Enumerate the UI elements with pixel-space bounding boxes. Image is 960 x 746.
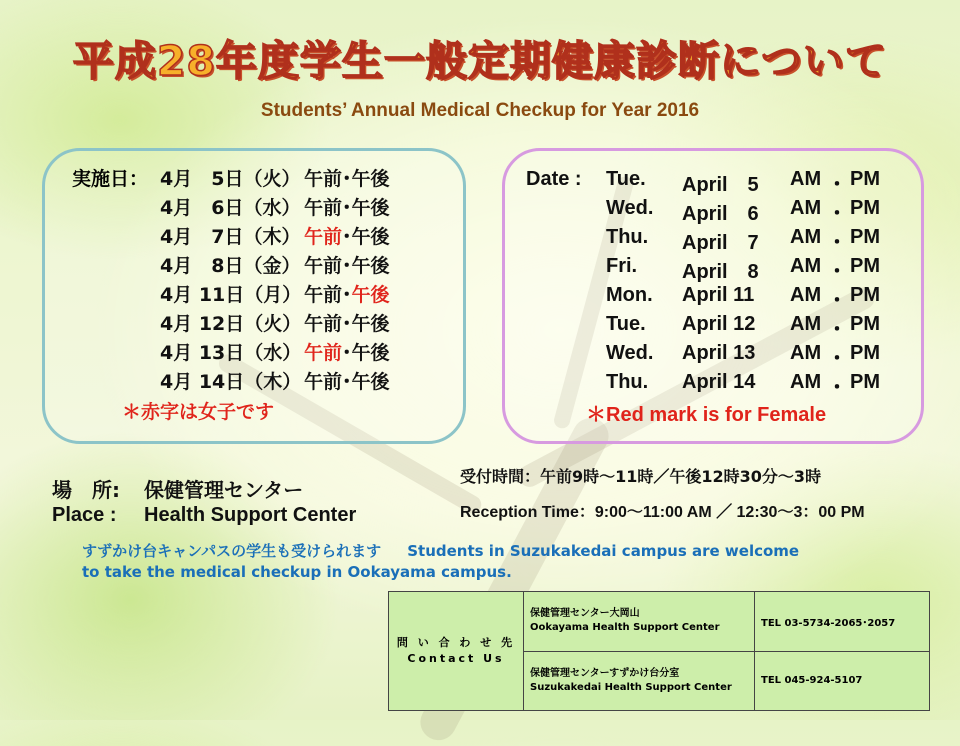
contact-tel-ookayama: TEL 03-5734-2065･2057 xyxy=(755,592,930,652)
en-row-date: April 8 xyxy=(682,261,759,283)
jp-schedule-label: 実施日： xyxy=(72,168,149,190)
en-row-day: Mon. xyxy=(606,284,653,306)
jp-row-sessions xyxy=(304,164,390,191)
en-row-separator: ・ xyxy=(827,290,847,312)
center-name-jp: 保健管理センター大岡山 xyxy=(530,608,640,620)
jp-row-date: 4月 13日（水） xyxy=(160,342,302,364)
en-row-separator: ・ xyxy=(827,261,847,283)
contact-table xyxy=(388,591,930,711)
place-jp xyxy=(52,474,303,503)
contact-center-ookayama xyxy=(524,592,755,652)
page-subtitle: Students’ Annual Medical Checkup for Year 2016 xyxy=(260,100,700,121)
place-en-label: Place : xyxy=(52,504,117,526)
en-row-date: April 7 xyxy=(682,232,759,254)
en-row-pm: PM xyxy=(850,226,880,248)
suzukakedai-note-line2: to take the medical checkup in Ookayama campus. xyxy=(82,563,512,581)
center-name-en: Suzukakedai Health Support Center xyxy=(530,681,732,693)
en-row-pm: PM xyxy=(850,371,880,393)
place-jp-label: 場 所: xyxy=(52,478,120,502)
contact-header-en: Contact Us xyxy=(407,652,505,665)
jp-row-pm: 午後 xyxy=(351,371,390,393)
en-row-am: AM xyxy=(790,342,822,364)
jp-row-date: 4月 6日（水） xyxy=(160,197,301,219)
en-row-day: Thu. xyxy=(606,371,649,393)
jp-row-am: 午前 xyxy=(304,371,343,393)
en-row-date: April 11 xyxy=(682,284,755,306)
jp-row-date: 4月 5日（火） xyxy=(160,168,301,190)
jp-row-separator: ･ xyxy=(342,255,352,277)
jp-row-separator: ･ xyxy=(342,197,352,219)
en-female-note: ＊Red mark is for Female xyxy=(586,404,827,426)
page-title: 平成28年度学生一般定期健康診断について xyxy=(72,37,888,85)
en-row-date: April 12 xyxy=(682,313,756,335)
en-row-date: April 6 xyxy=(682,203,759,225)
en-row-separator: ・ xyxy=(827,232,847,254)
en-row-separator: ・ xyxy=(827,377,847,399)
jp-female-note: ＊赤字は女子です xyxy=(122,401,275,423)
center-name-en: Ookayama Health Support Center xyxy=(530,622,720,634)
en-row-am: AM xyxy=(790,168,822,190)
jp-row-sessions xyxy=(304,280,390,307)
jp-row-pm: 午後 xyxy=(351,168,390,190)
jp-row-sessions xyxy=(304,338,390,365)
reception-time-en: Reception Time：9:00～11:00 AM ／ 12:30～3：00 PM xyxy=(460,504,865,521)
jp-row-pm: 午後 xyxy=(351,342,390,364)
jp-row-separator: ･ xyxy=(342,313,352,335)
jp-row-am: 午前 xyxy=(304,197,343,219)
jp-row-separator: ･ xyxy=(342,284,352,306)
jp-row-date: 4月 12日（火） xyxy=(160,313,302,335)
place-jp-value: 保健管理センター xyxy=(144,478,304,502)
jp-row-separator: ･ xyxy=(342,342,352,364)
en-row-day: Tue. xyxy=(606,168,646,190)
en-row-date: April 5 xyxy=(682,174,759,196)
en-schedule-label: Date : xyxy=(526,168,582,190)
jp-row-date: 4月 8日（金） xyxy=(160,255,301,277)
suzukakedai-note xyxy=(82,541,799,583)
en-row-day: Wed. xyxy=(606,342,654,364)
jp-row-am: 午前 xyxy=(304,168,343,190)
en-row-day: Fri. xyxy=(606,255,638,277)
jp-row-sessions xyxy=(304,251,390,278)
jp-row-sessions xyxy=(304,367,390,394)
jp-row-separator: ･ xyxy=(342,226,352,248)
en-row-pm: PM xyxy=(850,197,880,219)
center-name-jp: 保健管理センターすずかけ台分室 xyxy=(530,667,680,679)
suzukakedai-note-jp: すずかけ台キャンパスの学生も受けられます xyxy=(82,542,382,560)
en-row-pm: PM xyxy=(850,313,880,335)
jp-row-sessions xyxy=(304,309,390,336)
en-row-pm: PM xyxy=(850,342,880,364)
jp-row-pm: 午後 xyxy=(351,313,390,335)
jp-row-sessions xyxy=(304,222,390,249)
jp-row-am: 午前 xyxy=(304,284,343,306)
en-row-am: AM xyxy=(790,313,822,335)
contact-header xyxy=(389,592,524,711)
jp-row-pm: 午後 xyxy=(351,197,390,219)
contact-center-suzukakedai xyxy=(524,651,755,711)
jp-row-date: 4月 7日（木） xyxy=(160,226,301,248)
en-row-separator: ・ xyxy=(827,174,847,196)
jp-row-pm: 午後 xyxy=(351,255,390,277)
en-row-day: Tue. xyxy=(606,313,646,335)
jp-row-am: 午前 xyxy=(304,255,343,277)
place-en-value: Health Support Center xyxy=(144,504,357,526)
jp-row-separator: ･ xyxy=(342,168,352,190)
contact-tel-suzukakedai: TEL 045-924-5107 xyxy=(755,651,930,711)
place-en xyxy=(52,504,356,527)
jp-row-date: 4月 11日（月） xyxy=(160,284,302,306)
contact-header-jp: 問 い 合 わ せ 先 xyxy=(396,636,516,649)
jp-row-pm: 午後 xyxy=(351,284,390,306)
en-row-am: AM xyxy=(790,197,822,219)
en-row-date: April 13 xyxy=(682,342,756,364)
en-row-am: AM xyxy=(790,255,822,277)
jp-row-am: 午前 xyxy=(304,342,343,364)
en-row-separator: ・ xyxy=(827,348,847,370)
en-row-separator: ・ xyxy=(827,319,847,341)
en-row-date: April 14 xyxy=(682,371,756,393)
en-row-day: Wed. xyxy=(606,197,654,219)
jp-row-separator: ･ xyxy=(342,371,352,393)
jp-row-date: 4月 14日（木） xyxy=(160,371,302,393)
jp-row-sessions xyxy=(304,193,390,220)
jp-row-am: 午前 xyxy=(304,226,343,248)
reception-time-jp: 受付時間：午前9時～11時／午後12時30分～3時 xyxy=(460,467,822,486)
suzukakedai-note-en: Students in Suzukakedai campus are welcome xyxy=(407,542,800,560)
en-row-pm: PM xyxy=(850,255,880,277)
en-row-day: Thu. xyxy=(606,226,649,248)
jp-row-pm: 午後 xyxy=(351,226,390,248)
en-row-pm: PM xyxy=(850,284,880,306)
en-row-am: AM xyxy=(790,284,822,306)
jp-row-am: 午前 xyxy=(304,313,343,335)
en-row-am: AM xyxy=(790,226,822,248)
en-row-pm: PM xyxy=(850,168,880,190)
contact-row-ookayama xyxy=(389,592,930,652)
en-row-am: AM xyxy=(790,371,822,393)
en-row-separator: ・ xyxy=(827,203,847,225)
